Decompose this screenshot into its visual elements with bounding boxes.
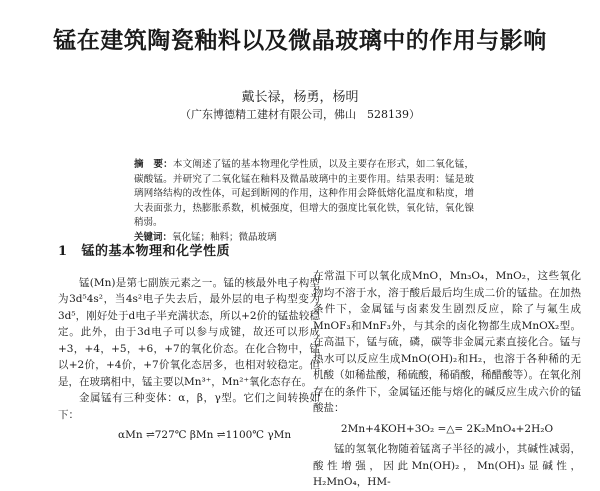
keywords-label: 关键词： <box>134 231 173 243</box>
paper-title: 锰在建筑陶瓷釉料以及微晶玻璃中的作用与影响 <box>53 27 547 54</box>
paper-authors: 戴长禄，杨勇，杨明 <box>241 90 359 105</box>
phase-transform-equation: αMn ⇌727℃ βMn ⇌1100℃ γMn <box>118 429 292 441</box>
reaction-equation: 2Mn+4KOH+3O₂ =△= 2K₂MnO₄+2H₂O <box>340 422 554 435</box>
section-title: 锰的基本物理和化学性质 <box>81 244 231 259</box>
abstract-text: 本文阐述了锰的基本物理化学性质，以及主要存在形式，如二氧化锰，碳酸锰。并研究了二氧化锰在釉料及微晶玻璃中的主要作用。结果表明：锰是玻璃网络结构的改性体，可起到断网的作用，这种作用会降低熔化温度和粘度，增大表面张力，热膨胀系数，机械强度，但增大的强度比氧化铁，氧化钴，氧化镍稍弱。 <box>134 159 474 228</box>
left-paragraph-1: 锰(Mn)是第七副族元素之一。锰的核最外电子构型为3d⁵4s²，当4s²电子失去后，最外层的电子构型变为3d⁵，刚好处于d电子半充满状态，所以+2价的锰盐较稳定。此外，由于3d电子可以参与成键，故还可以形成+3，+4，+5，+6，+7的氧化价态。在化合物中，锰以+2价，+4价，+7价氧化态居多，也相对较稳定。但是，在玻璃相中，锰主要以Mn³⁺，Mn²⁺氧化态存在。 <box>58 276 320 388</box>
abstract-label: 摘 要： <box>134 159 173 170</box>
paper-affiliation: （广东博德精工建材有限公司，佛山 528139） <box>180 108 420 121</box>
left-column <box>58 244 320 444</box>
keywords-text: 氧化锰；釉料；微晶玻璃 <box>172 231 277 243</box>
right-paragraph-1: 在常温下可以氧化成MnO，Mn₃O₄，MnO₂，这些氧化物均不溶于水，溶于酸后最后均生成二价的锰盐。在加热条件下，金属锰与卤素发生剧烈反应，除了与氟生成MnOF₃和MnF₃外，与其余的卤化物都生成MnOX₂型。在高温下，锰与硫，磷，碳等非金属元素直接化合。锰与热水可以反应生成MnO(OH)₂和H₂，也溶于各种稀的无机酸（如稀盐酸，稀硫酸，稀硝酸，稀醋酸等）。在氧化剂存在的条件下，金属锰还能与熔化的碱反应生成六价的锰酸盐： <box>313 270 581 414</box>
section-number: 1 <box>58 244 68 259</box>
left-paragraph-2: 金属锰有三种变体：α，β，γ型。它们之间转换如下： <box>58 392 320 421</box>
right-column <box>313 268 581 491</box>
right-paragraph-2: 锰的氢氧化物随着锰离子半径的减小，其碱性减弱，酸性增强，因此Mn(OH)₂，Mn(OH)₃显碱性，H₂MnO₄，HM- <box>313 443 581 488</box>
keywords <box>134 231 474 246</box>
abstract <box>134 158 474 231</box>
section-heading <box>58 244 320 261</box>
abstract-block <box>134 158 474 245</box>
